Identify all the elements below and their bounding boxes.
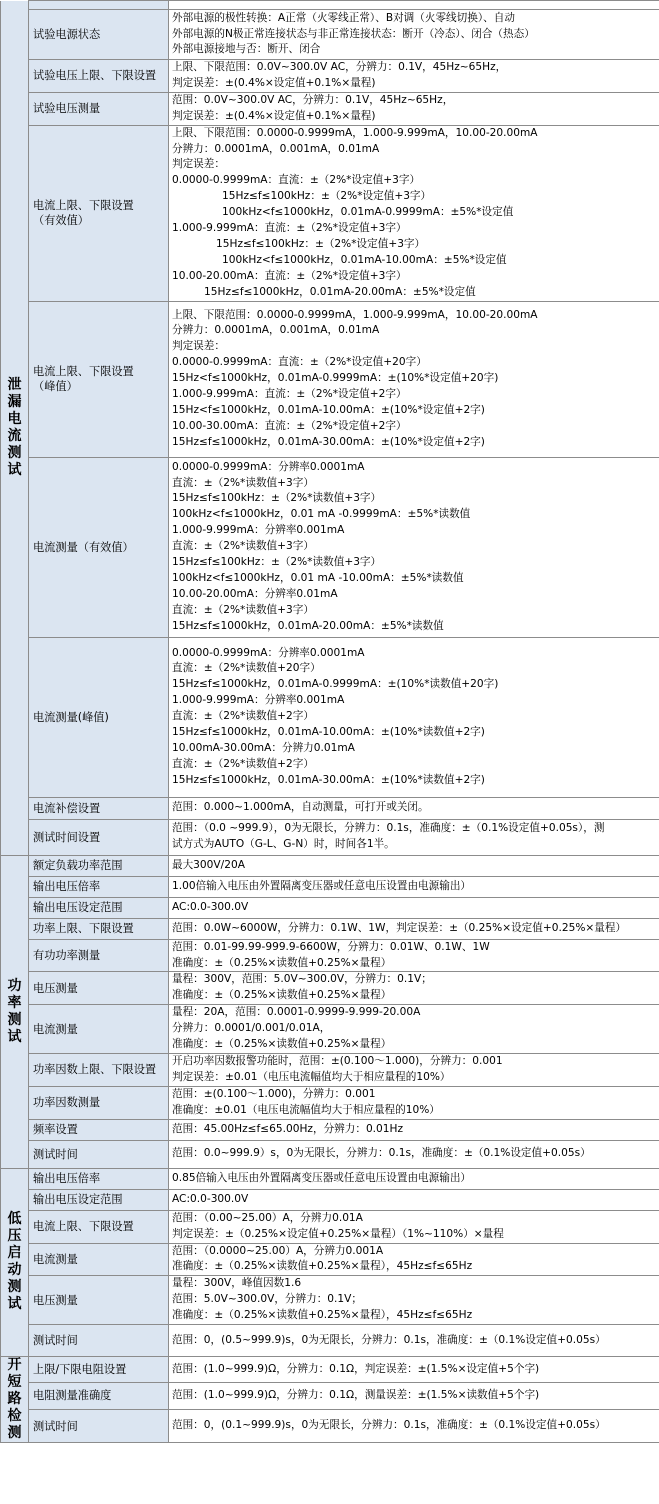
spec-line: 15Hz<f≤1000kHz，0.01mA-10.00mA：±(10%*设定值+2字) (172, 403, 485, 416)
spec-line: 量程：300V，峰值因数1.6 (172, 1277, 302, 1290)
item-name-line: 输出电压倍率 (33, 1172, 101, 1186)
spec-value (169, 301, 659, 457)
item-name-line: 电流补偿设置 (33, 801, 101, 815)
spec-line: 量程：20A，范围：0.0001-0.9999-9.999-20.00A (172, 1006, 421, 1019)
item-name-line: 测试时间 (33, 1419, 78, 1433)
spec-line: 100kHz<f≤1000kHz，0.01 mA -0.9999mA：±5%*读数值 (172, 508, 471, 521)
spec-line: 判定误差： (172, 340, 225, 353)
spec-line: 10.00-20.00mA：直流：±（2%*设定值+3字） (172, 269, 407, 282)
table-row (1, 1119, 659, 1140)
spec-value (169, 637, 659, 797)
item-name (29, 1243, 169, 1276)
table-row (1, 1140, 659, 1168)
spec-line: 判定误差：±(0.4%×设定值+0.1%×量程) (172, 109, 376, 122)
spec-line: 范围：(1.0~999.9)Ω，分辨力：0.1Ω，测量误差：±(1.5%×读数值+5个字) (172, 1388, 540, 1401)
spec-line: 直流：±（2%*读数值+3字） (172, 476, 314, 489)
table-row (1, 876, 659, 897)
table-row (1, 1005, 659, 1054)
spec-line: 上限、下限范围：0.0000-0.9999mA，1.000-9.999mA，10.00-20.00mA (172, 308, 538, 321)
spec-line: 15Hz≤f≤1000kHz，0.01mA-20.00mA：±5%*读数值 (172, 619, 444, 632)
spec-value (169, 1357, 659, 1383)
spec-value (169, 876, 659, 897)
spec-line: 直流：±（2%*读数值+20字） (172, 662, 321, 675)
spec-value (169, 1119, 659, 1140)
spec-line: 判定误差：±（0.25%×设定值+0.25%×量程）（1%~110%）×量程 (172, 1227, 504, 1240)
item-name (29, 897, 169, 918)
spec-line: 最大300V/20A (172, 858, 245, 871)
spec-line: 100kHz<f≤1000kHz，0.01 mA -10.00mA：±5%*读数值 (172, 571, 464, 584)
item-name-line: 额定负载功率范围 (33, 859, 123, 873)
item-name-line: 电流测量 (33, 1252, 78, 1266)
spec-line: 直流：±（2%*读数值+3字） (172, 603, 314, 616)
item-name (29, 1119, 169, 1140)
item-name-line: 功率上限、下限设置 (33, 922, 134, 936)
spec-line: 15Hz≤f≤100kHz：±（2%*设定值+3字） (222, 190, 432, 203)
spec-line: 1.000-9.999mA：直流：±（2%*设定值+2字） (172, 388, 407, 401)
spec-value (169, 1189, 659, 1210)
table-row (1, 1168, 659, 1189)
item-name-line: （有效值） (33, 214, 89, 228)
spec-line: 量程：300V，范围：5.0V~300.0V，分辨力：0.1V； (172, 973, 432, 986)
spec-line: 外部电源的N极正常连接状态与非正常连接状态：断开（冷态）、闭合（热态） (172, 27, 535, 40)
item-name-line: 电压测量 (33, 1293, 78, 1307)
table-row (1, 1382, 659, 1409)
item-name (29, 939, 169, 972)
spec-line: 范围：0.000~1.000mA，自动测量，可打开或关闭。 (172, 801, 429, 814)
spec-value (169, 897, 659, 918)
spec-value (169, 819, 659, 855)
table-row (1, 972, 659, 1005)
spec-line: 10.00-30.00mA：直流：±（2%*设定值+2字） (172, 419, 407, 432)
item-name (29, 1276, 169, 1325)
item-name-line: 上限/下限电阻设置 (33, 1362, 127, 1376)
item-name-line: 频率设置 (33, 1123, 78, 1137)
spec-line: 1.000-9.999mA：分辨率0.001mA (172, 524, 345, 537)
item-name-line: 输出电压设定范围 (33, 901, 123, 915)
table-row (1, 1357, 659, 1383)
section-label-text: 功率测试 (7, 977, 22, 1045)
spec-line: 范围：(1.0~999.9)Ω，分辨力：0.1Ω，判定误差：±(1.5%×设定值+5个字) (172, 1362, 540, 1375)
spec-value (169, 1243, 659, 1276)
table-row (1, 918, 659, 939)
spec-line: 100kHz<f≤1000kHz，0.01mA-10.00mA：±5%*设定值 (222, 253, 507, 266)
spec-line: 15Hz≤f≤1000kHz，0.01mA-0.9999mA：±(10%*读数值+20字) (172, 678, 499, 691)
item-name (29, 92, 169, 125)
table-row (1, 819, 659, 855)
spec-line: 0.0000-0.9999mA：分辨率0.0001mA (172, 460, 365, 473)
spec-line: 范围：±(0.100～1.000)，分辨力：0.001 (172, 1087, 376, 1100)
item-name-line: 电流上限、下限设置 (33, 199, 134, 213)
item-name (29, 1409, 169, 1442)
item-name (29, 1325, 169, 1357)
spec-value (169, 1409, 659, 1442)
spec-line: 判定误差：±0.01（电压电流幅值均大于相应量程的10%） (172, 1070, 451, 1083)
item-name (29, 1168, 169, 1189)
table-row (1, 797, 659, 819)
spec-line: 范围：0.01-99.99-999.9-6600W，分辨力：0.01W、0.1W、1W (172, 940, 490, 953)
item-cell (29, 1, 169, 10)
spec-line: 1.000-9.999mA：直流：±（2%*设定值+3字） (172, 222, 407, 235)
spec-line: 15Hz≤f≤100kHz：±（2%*读数值+3字） (172, 556, 382, 569)
item-name (29, 10, 169, 60)
item-name (29, 819, 169, 855)
spec-line: 准确度：±（0.25%×读数值+0.25%×量程） (172, 989, 392, 1002)
spec-value (169, 1168, 659, 1189)
table-row (1, 1409, 659, 1442)
item-name-line: 电阻测量准确度 (33, 1389, 112, 1403)
spec-value (169, 939, 659, 972)
item-name-line: 测试时间 (33, 1147, 78, 1161)
item-name-line: 有功功率测量 (33, 949, 101, 962)
item-name (29, 457, 169, 637)
table-row (1, 897, 659, 918)
item-name-line: 功率因数上限、下限设置 (33, 1063, 157, 1077)
item-name-line: 输出电压倍率 (33, 880, 101, 894)
spec-value (169, 457, 659, 637)
spec-value (169, 1086, 659, 1119)
item-name-line: 试验电源状态 (33, 28, 101, 41)
item-name (29, 1189, 169, 1210)
table-row (1, 1325, 659, 1357)
section-label-text: 低压启动测试 (7, 1211, 22, 1313)
item-name-line: 功率因数测量 (33, 1096, 101, 1110)
item-name-line: 电流上限、下限设置 (33, 365, 134, 379)
spec-value (169, 1005, 659, 1054)
spec-line: 15Hz≤f≤1000kHz，0.01mA-10.00mA：±(10%*读数值+2字) (172, 726, 485, 739)
spec-line: 上限、下限范围：0.0V~300.0V AC，分辨力：0.1V，45Hz~65Hz， (172, 61, 507, 73)
section-label-text: 泄漏电流测试 (7, 376, 22, 478)
spec-line: 开启功率因数报警功能时，范围：±(0.100～1.000)，分辨力：0.001 (172, 1054, 503, 1067)
spec-line: 15Hz≤f≤100kHz：±（2%*读数值+3字） (172, 492, 382, 505)
spec-line: 10.00-20.00mA：分辨率0.01mA (172, 587, 338, 600)
table-row (1, 457, 659, 637)
spec-line: 分辨力：0.0001mA，0.001mA，0.01mA (172, 324, 380, 337)
spec-line: 范围：0.0W~6000W，分辨力：0.1W、1W，判定误差：±（0.25%×设定值+0.25%×量程） (172, 921, 627, 934)
spec-line: 范围：0，(0.1~999.9)s，0为无限长，分辨力：0.1s，准确度：±（0.1%设定值+0.05s） (172, 1419, 606, 1432)
spec-line: 10.00mA-30.00mA：分辨力0.01mA (172, 741, 355, 754)
item-name-line: 输出电压设定范围 (33, 1193, 123, 1207)
spec-value (169, 918, 659, 939)
item-name (29, 1382, 169, 1409)
table-row (1, 1053, 659, 1086)
spec-value (169, 125, 659, 301)
spec-line: 0.0000-0.9999mA：分辨率0.0001mA (172, 646, 365, 659)
section-label-text: 开短路检测 (7, 1357, 22, 1442)
item-name (29, 1140, 169, 1168)
spec-line: 0.0000-0.9999mA：直流：±（2%*设定值+3字） (172, 174, 421, 187)
spec-line: 1.00倍输入电压由外置隔离变压器或任意电压设置由电源输出） (172, 879, 472, 892)
spec-value (169, 92, 659, 125)
spec-value (169, 1325, 659, 1357)
table-row (1, 301, 659, 457)
section-label (1, 1168, 29, 1357)
spec-value (169, 972, 659, 1005)
spec-value (169, 1276, 659, 1325)
section-label (1, 1357, 29, 1443)
spec-line: 100kHz<f≤1000kHz，0.01mA-0.9999mA：±5%*设定值 (222, 206, 514, 219)
item-name (29, 125, 169, 301)
spec-line: AC:0.0-300.0V (172, 1192, 249, 1205)
spec-line: 1.000-9.999mA：分辨率0.001mA (172, 694, 345, 707)
spec-value (169, 1140, 659, 1168)
table-row (1, 1243, 659, 1276)
spec-line: 准确度：±（0.25%×读数值+0.25%×量程），45Hz≤f≤65Hz (172, 1260, 473, 1273)
spec-line: 判定误差：±(0.4%×设定值+0.1%×量程) (172, 76, 376, 89)
item-name (29, 876, 169, 897)
spec-line: 范围：0.0V~300.0V AC，分辨力：0.1V，45Hz~65Hz， (172, 93, 454, 106)
item-name (29, 855, 169, 876)
table-row (1, 855, 659, 876)
spec-line: 15Hz≤f≤1000kHz，0.01mA-20.00mA：±5%*设定值 (204, 285, 476, 298)
table-row (1, 10, 659, 60)
section-label (1, 855, 29, 1168)
item-name (29, 1005, 169, 1054)
spec-line: 15Hz<f≤1000kHz，0.01mA-0.9999mA：±(10%*设定值+20字) (172, 372, 499, 385)
spec-line: 准确度：±（0.25%×读数值+0.25%×量程），45Hz≤f≤65Hz (172, 1309, 473, 1322)
spec-line: 准确度：±（0.25%×读数值+0.25%×量程） (172, 1038, 392, 1051)
item-name-line: 电压测量 (33, 981, 78, 995)
table-row (1, 1189, 659, 1210)
item-name-line: 电流测量(峰值) (33, 710, 109, 724)
table-row (1, 125, 659, 301)
item-name (29, 918, 169, 939)
spec-line: 范围：45.00Hz≤f≤65.00Hz，分辨力：0.01Hz (172, 1122, 404, 1135)
item-name-line: 试验电压上限、下限设置 (33, 69, 157, 83)
spec-value (169, 855, 659, 876)
spec-value (169, 1210, 659, 1243)
spec-line: 范围：5.0V~300.0V，分辨力：0.1V； (172, 1293, 362, 1306)
spec-line: 分辨力：0.0001/0.001/0.01A， (172, 1022, 331, 1035)
item-name (29, 1210, 169, 1243)
item-name (29, 1053, 169, 1086)
item-name-line: 测试时间设置 (33, 830, 101, 844)
spec-line: 15Hz≤f≤100kHz：±（2%*设定值+3字） (216, 237, 426, 250)
table-row (1, 1276, 659, 1325)
value-cell (169, 1, 659, 10)
item-name (29, 972, 169, 1005)
item-name (29, 1086, 169, 1119)
spec-line: 试方式为AUTO（G-L、G-N）时，时间各1半。 (172, 838, 395, 851)
table-row (1, 92, 659, 125)
spec-line: 范围：（0.0000~25.00）A，分辨力0.001A (172, 1244, 384, 1257)
spec-line: 直流：±（2%*读数值+2字） (172, 757, 314, 770)
spec-line: 准确度：±0.01（电压电流幅值均大于相应量程的10%） (172, 1103, 440, 1116)
table-row (1, 60, 659, 93)
spec-line: AC:0.0-300.0V (172, 900, 249, 913)
item-name (29, 637, 169, 797)
item-name-line: 测试时间 (33, 1334, 78, 1348)
spec-table-body (1, 1, 659, 1443)
spec-line: 15Hz≤f≤1000kHz，0.01mA-30.00mA：±(10%*读数值+2字) (172, 773, 485, 786)
table-row (1, 637, 659, 797)
spec-line: 上限、下限范围：0.0000-0.9999mA，1.000-9.999mA，10.00-20.00mA (172, 126, 538, 139)
spec-line: 15Hz≤f≤1000kHz，0.01mA-30.00mA：±(10%*设定值+2字) (172, 435, 485, 448)
spec-line: 外部电源的极性转换：A正常（火零线正常）、B对调（火零线切换）、自动 (172, 11, 515, 24)
spec-line: 直流：±（2%*读数值+2字） (172, 710, 314, 723)
spec-line: 范围：（0.00~25.00）A，分辨力0.01A (172, 1211, 363, 1224)
item-name-line: 电流上限、下限设置 (33, 1220, 134, 1234)
table-row (1, 1086, 659, 1119)
item-name-line: 试验电压测量 (33, 102, 101, 116)
item-name-line: 电流测量（有效值） (33, 540, 134, 554)
item-name (29, 60, 169, 93)
spec-value (169, 10, 659, 60)
item-name (29, 301, 169, 457)
spec-value (169, 797, 659, 819)
table-row (1, 939, 659, 972)
spec-line: 外部电源接地与否：断开、闭合 (172, 43, 321, 56)
spec-line: 0.85倍输入电压由外置隔离变压器或任意电压设置由电源输出） (172, 1171, 472, 1184)
item-name (29, 1357, 169, 1383)
table-row (1, 1210, 659, 1243)
section-label (1, 1, 29, 856)
spec-line: 0.0000-0.9999mA：直流：±（2%*设定值+20字） (172, 356, 427, 369)
spec-line: 范围：0，(0.5~999.9)s，0为无限长，分辨力：0.1s，准确度：±（0.1%设定值+0.05s） (172, 1333, 606, 1346)
item-name-line: 电流测量 (33, 1022, 78, 1036)
table-row (1, 1, 659, 10)
spec-line: 判定误差： (172, 158, 225, 171)
item-name-line: （峰值） (33, 380, 78, 394)
spec-value (169, 60, 659, 93)
item-name (29, 797, 169, 819)
spec-value (169, 1382, 659, 1409)
spec-line: 范围：（0.0 ~999.9），0为无限长，分辨力：0.1s，准确度：±（0.1%设定值+0.05s），测 (172, 822, 605, 835)
spec-line: 直流：±（2%*读数值+3字） (172, 540, 314, 553)
spec-value (169, 1053, 659, 1086)
spec-line: 范围：0.0~999.9）s，0为无限长，分辨力：0.1s，准确度：±（0.1%设定值+0.05s） (172, 1147, 591, 1160)
spec-line: 分辨力：0.0001mA，0.001mA，0.01mA (172, 142, 380, 155)
spec-line: 准确度：±（0.25%×读数值+0.25%×量程） (172, 956, 392, 969)
